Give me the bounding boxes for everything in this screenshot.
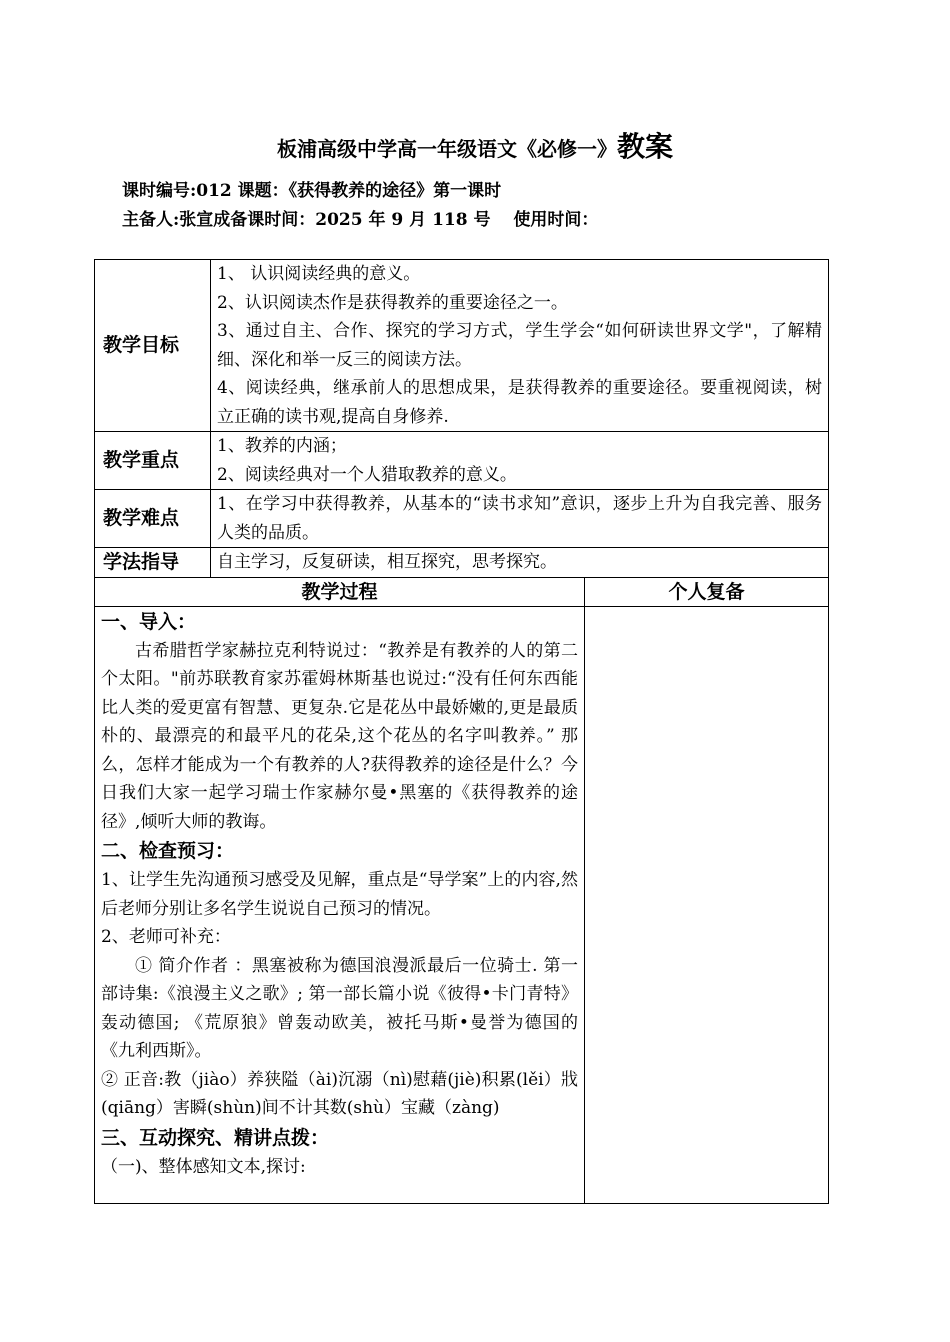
difficulty-label: 教学难点 bbox=[95, 490, 211, 548]
preview-paragraph: 2、老师可补充： bbox=[101, 927, 231, 947]
focus-label: 教学重点 bbox=[95, 432, 211, 490]
preview-paragraph: 1、让学生先沟通预习感受及见解，重点是“导学案”上的内容,然后老师分别让多名学生说说自己预习的情况。 bbox=[101, 870, 578, 919]
goal-item: 2、认识阅读杰作是获得教养的重要途径之一。 bbox=[217, 292, 568, 313]
document-title bbox=[0, 130, 950, 166]
preparer-info: 主备人:张宣成备课时间：2025 年 9 月 118 号 使用时间： bbox=[122, 210, 599, 230]
lesson-plan-table bbox=[94, 259, 829, 1204]
difficulty-item: 1、在学习中获得教养，从基本的“读书求知”意识，逐步上升为自我完善、服务人类的品质。 bbox=[217, 494, 823, 543]
goals-cell bbox=[211, 260, 829, 432]
goal-item: 1、 认识阅读经典的意义。 bbox=[217, 264, 421, 284]
pronunciation: ② 正音:教（jiào）养狭隘（ài)沉溺（nì)慰藉(jiè)积累(lěi）戕(qiāng）害瞬(shùn)间不计其数(shù）宝藏（zàng) bbox=[101, 1069, 578, 1118]
title-main: 板浦高级中学高一年级语文《必修一》 bbox=[276, 137, 617, 161]
author-intro: ① 简介作者 ：黑塞被称为德国浪漫派最后一位骑士. 第一部诗集:《浪漫主义之歌》; 第一部长篇小说《彼得•卡门青特》轰动德国; 《荒原狼》曾轰动欧美，被托马斯•曼誉为德国的《九利西斯》。 bbox=[101, 955, 578, 1061]
section-heading: 一、导入： bbox=[101, 610, 197, 633]
intro-paragraph: 古希腊哲学家赫拉克利特说过：“教养是有教养的人的第二个太阳。"前苏联教育家苏霍姆林斯基也说过:“没有任何东西能比人类的爱更富有智慧、更复杂.它是花丛中最娇嫩的,更是最质朴的、最漂亮的和最平凡的花朵,这个花丛的名字叫教养。” 那么，怎样才能成为一个有教养的人?获得教养的途径是什么？今日我们大家一起学习瑞士作家赫尔曼•黑塞的《获得教养的途径》,倾听大师的教诲。 bbox=[101, 640, 578, 832]
method-cell: 自主学习，反复研读，相互探究，思考探究。 bbox=[211, 548, 829, 578]
difficulty-cell bbox=[211, 490, 829, 548]
goal-item: 3、通过自主、合作、探究的学习方式，学生学会“如何研读世界文学"，了解精细、深化和举一反三的阅读方法。 bbox=[217, 321, 823, 370]
process-header: 教学过程 bbox=[95, 577, 585, 606]
review-cell[interactable] bbox=[585, 606, 829, 1203]
review-header: 个人复备 bbox=[585, 577, 829, 606]
focus-item: 2、阅读经典对一个人猎取教养的意义。 bbox=[217, 464, 517, 485]
method-label: 学法指导 bbox=[95, 548, 211, 578]
goal-item: 4、阅读经典，继承前人的思想成果，是获得教养的重要途径。要重视阅读，树立正确的读书观,提高自身修养. bbox=[217, 378, 823, 427]
section-heading: 三、互动探究、精讲点拨： bbox=[101, 1126, 330, 1149]
explore-paragraph: （一)、整体感知文本,探讨: bbox=[101, 1156, 306, 1177]
goals-label: 教学目标 bbox=[95, 260, 211, 432]
title-big: 教案 bbox=[616, 130, 673, 163]
process-content bbox=[95, 606, 585, 1203]
focus-cell bbox=[211, 432, 829, 490]
lesson-info: 课时编号:012 课题：《获得教养的途径》第一课时 bbox=[122, 181, 502, 201]
section-heading: 二、检查预习： bbox=[101, 840, 235, 862]
focus-item: 1、教养的内涵； bbox=[217, 436, 347, 456]
